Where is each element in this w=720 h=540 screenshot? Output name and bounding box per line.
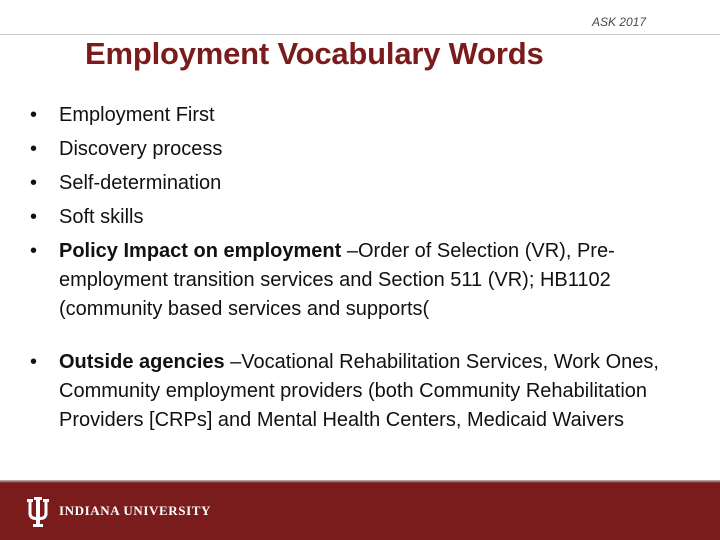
header-divider [0,34,720,35]
bullet-bold-lead: Policy Impact on employment [59,240,342,262]
bullet-dot: • [30,138,38,160]
bullet-item [30,237,690,324]
bullet-dot: • [30,104,38,126]
bullet-dot: • [30,206,38,228]
bullet-text: Soft skills [59,206,144,228]
bullet-dot: • [30,172,38,194]
bullet-text: Employment First [59,104,215,126]
iu-trident-icon [27,497,49,527]
bullet-text: Self-determination [59,172,222,194]
bullet-item [30,135,690,164]
bullet-text: –Order of Selection (VR), Pre-employment transition services and Section 511 (VR); HB1102 (community based services and supports( [59,240,615,320]
bullet-bold-lead: Outside agencies [59,351,225,373]
bullet-dot: • [30,240,38,262]
bullet-text: –Vocational Rehabilitation Services, Work Ones, Community employment providers (both Community Rehabilitation Providers [CRPs] and Mental Health Centers, Medicaid Waivers [59,351,659,431]
slide-title: Employment Vocabulary Words [85,36,544,71]
bullet-item [30,169,690,198]
bullet-item [30,348,690,435]
bullet-text: Discovery process [59,138,223,160]
bullet-item [30,203,690,232]
bullet-list [30,101,690,440]
bullet-item [30,101,690,130]
header-tag: ASK 2017 [591,15,646,29]
footer-wordmark: INDIANA UNIVERSITY [59,503,212,518]
bullet-dot: • [30,351,38,373]
